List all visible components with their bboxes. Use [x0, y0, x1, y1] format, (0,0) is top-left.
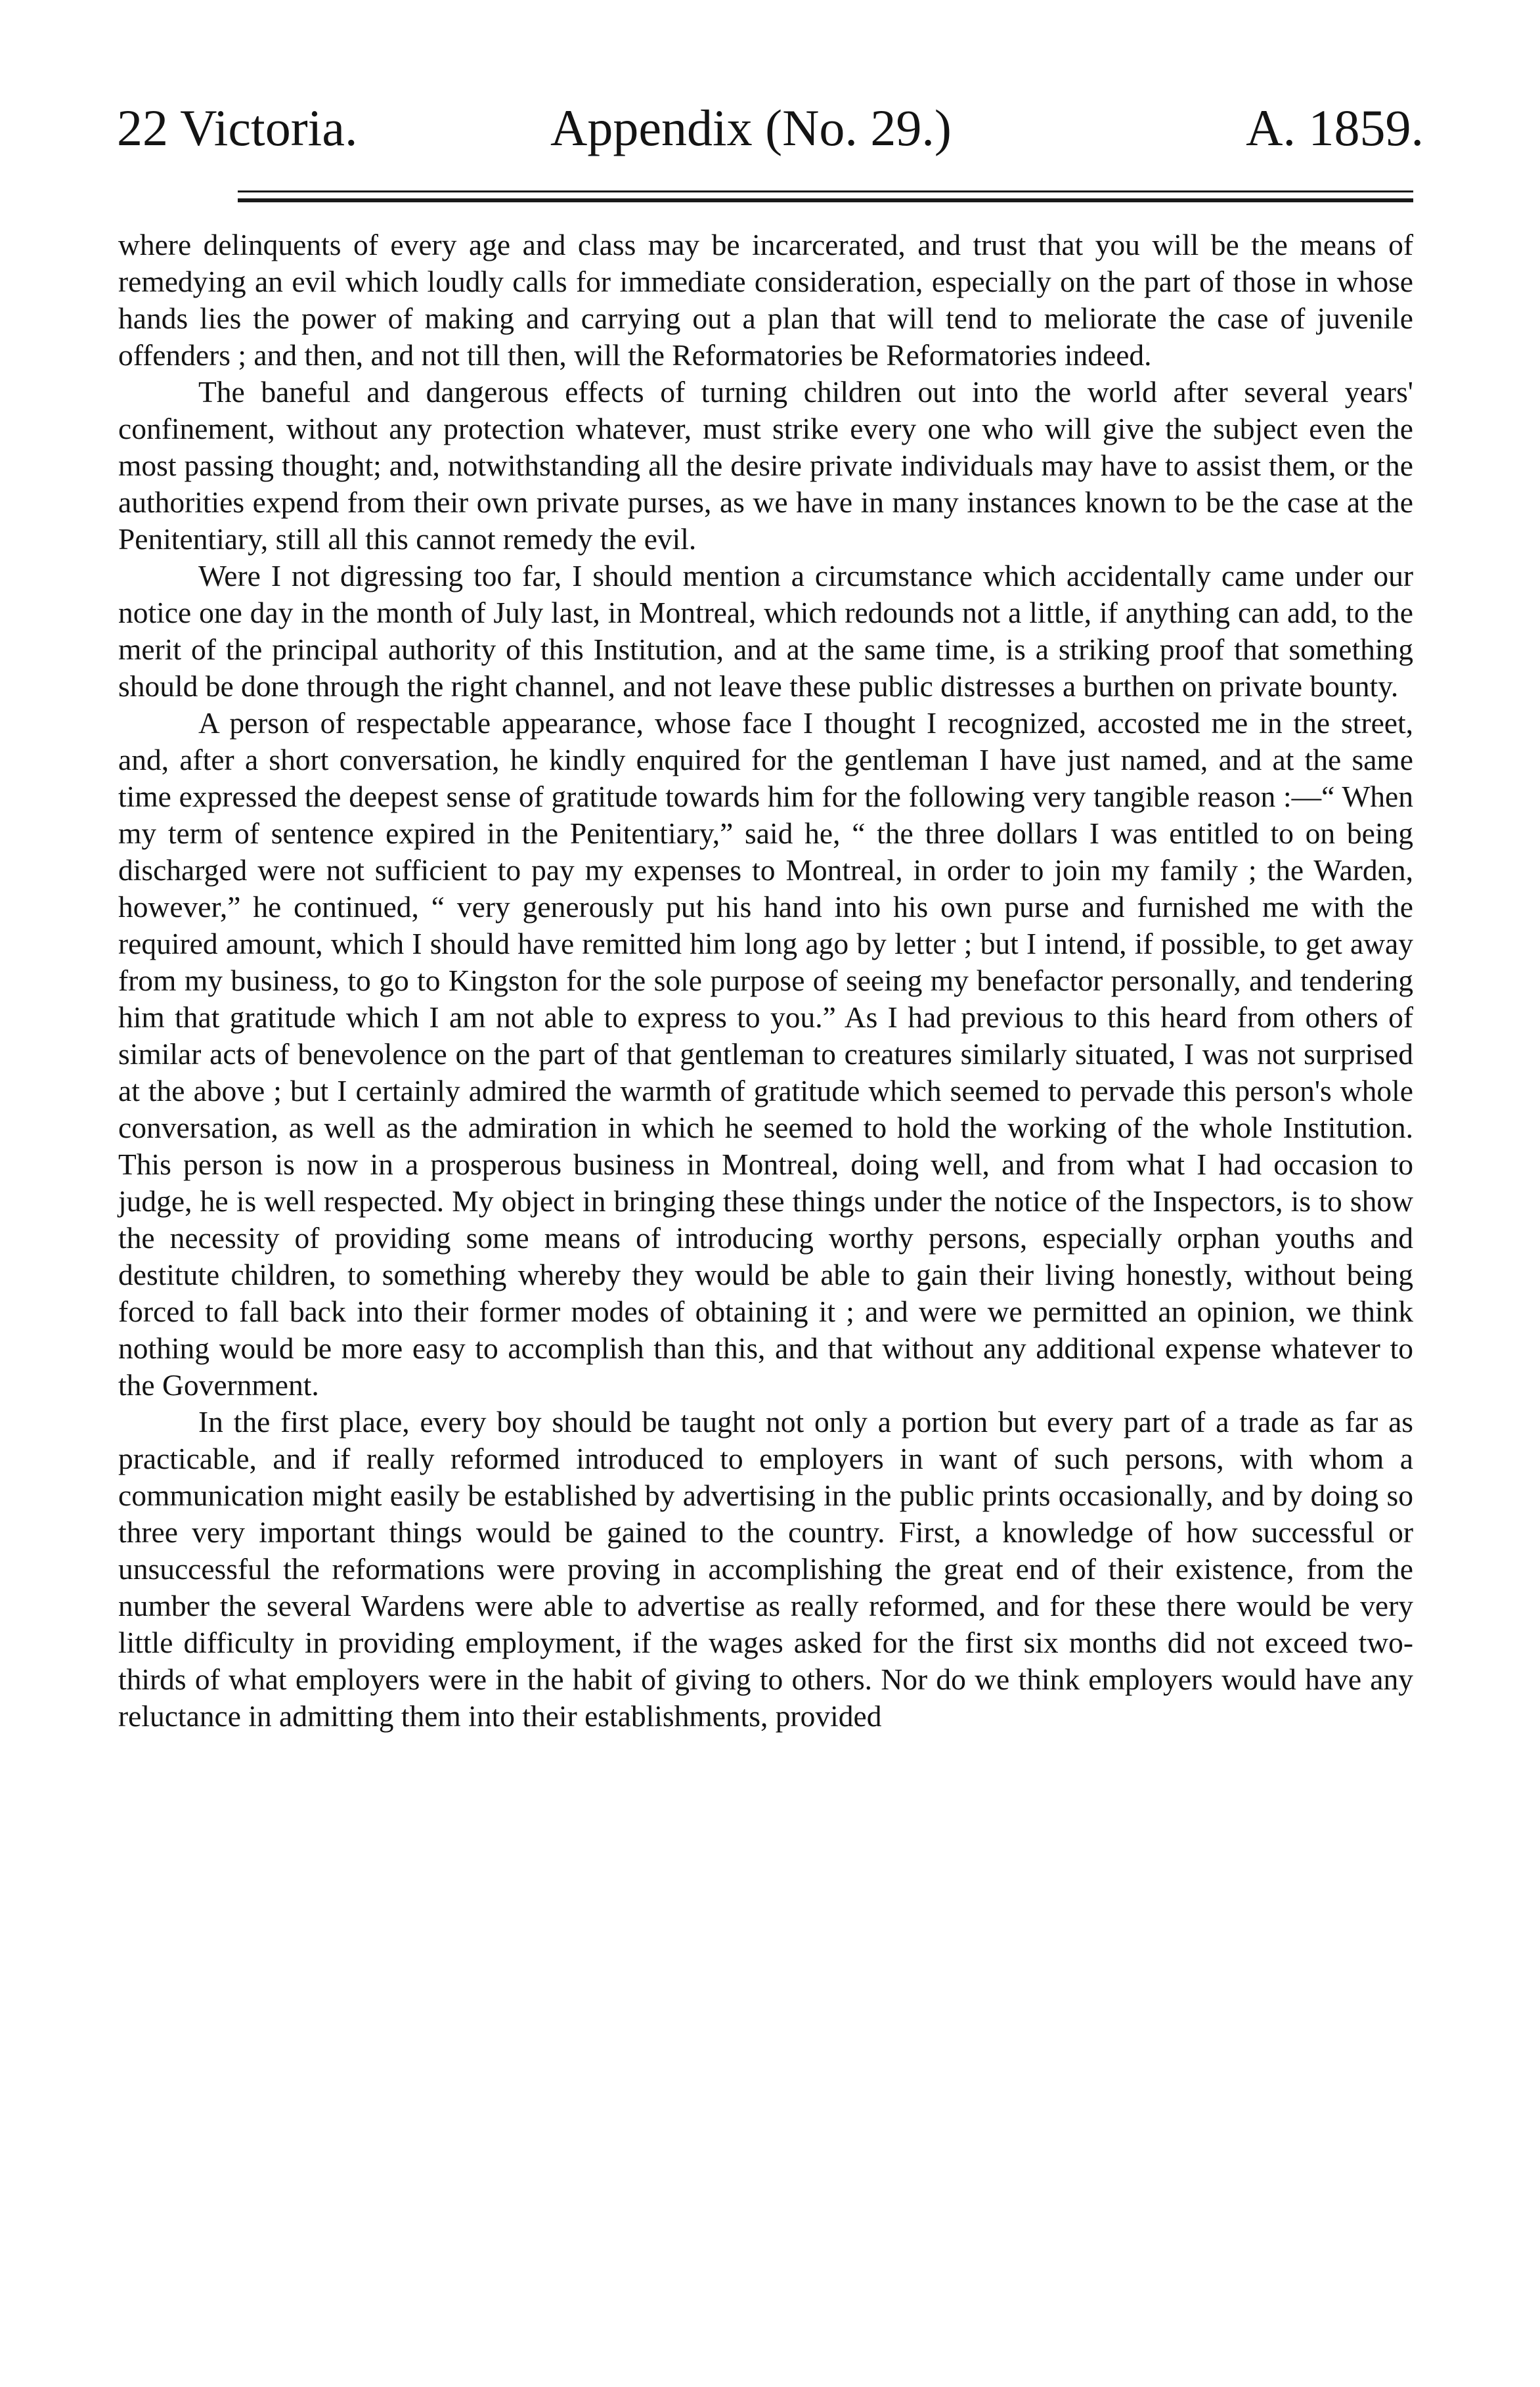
page-header	[117, 92, 1424, 164]
paragraph-2: The baneful and dangerous effects of turning children out into the world after several years' confinement, without any protection whatever, must strike every one who will give the subject even the most passing thought; and, notwithstanding all the desire private individuals may have to assist them, or the authorities expend from their own private purses, as we have in many instances known to be the case at the Penitentiary, still all this cannot remedy the evil.	[118, 375, 1413, 556]
paragraph-5: In the first place, every boy should be taught not only a portion but every part of a trade as far as practicable, and if really reformed introduced to employers in want of such persons, with whom a communication might easily be established by advertising in the public prints occasionally, and by doing so three very important things would be gained to the country. First, a knowledge of how successful or unsuccessful the reformations were proving in accomplishing the great end of their existence, from the number the several Wardens were able to advertise as really reformed, and for these there would be very little difficulty in providing employment, if the wages asked for the first six months did not exceed two-thirds of what employers were in the habit of giving to others. Nor do we think employers would have any reluctance in admitting them into their establishments, provided	[118, 1405, 1413, 1733]
paragraph-4: A person of respectable appearance, whose face I thought I recognized, accosted me in the street, and, after a short conversation, he kindly enquired for the gentleman I have just named, and at the same time expressed the deepest sense of gratitude towards him for the following very tangible reason :—“ When my term of sentence expired in the Penitentiary,” said he, “ the three dollars I was entitled to on being discharged were not sufficient to pay my expenses to Montreal, in order to join my family ; the Warden, however,” he continued, “ very generously put his hand into his own purse and furnished me with the required amount, which I should have remitted him long ago by letter ; but I intend, if possible, to get away from my business, to go to Kingston for the sole purpose of seeing my benefactor personally, and tendering him that gratitude which I am not able to express to you.” As I had previous to this heard from others of similar acts of benevolence on the part of that gentleman to creatures similarly situated, I was not surprised at the above ; but I certainly admired the warmth of gratitude which seemed to pervade this person's whole conversation, as well as the admiration in which he seemed to hold the working of the whole Institution. This person is now in a prosperous business in Montreal, doing well, and from what I had occasion to judge, he is well respected. My object in bringing these things under the notice of the Inspectors, is to show the necessity of providing some means of introducing worthy persons, especially orphan youths and destitute children, to something whereby they would be able to gain their living honestly, without being forced to fall back into their former modes of obtaining it ; and were we permitted an opinion, we think nothing would be more easy to accomplish than this, and that without any additional expense whatever to the Government.	[118, 706, 1413, 1402]
header-right-text: A. 1859.	[1246, 99, 1424, 156]
page-body	[118, 227, 1413, 1735]
header-title: Appendix (No. 29.)	[550, 99, 952, 156]
paragraph-1: where delinquents of every age and class may be incarcerated, and trust that you will be the means of remedying an evil which loudly calls for immediate consideration, especially on the part of those in whose hands lies the power of making and carrying out a plan that will tend to meliorate the case of juvenile offenders ; and then, and not till then, will the Reformatories be Reformatories indeed.	[118, 228, 1413, 372]
header-rule-thin	[238, 190, 1413, 192]
header-left-text: 22 Victoria.	[117, 99, 358, 156]
header-rule-thick	[238, 198, 1413, 202]
paragraph-3: Were I not digressing too far, I should mention a circumstance which accidentally came under our notice one day in the month of July last, in Montreal, which redounds not a little, if anything can add, to the merit of the principal authority of this Institution, and at the same time, is a striking proof that something should be done through the right channel, and not leave these public distresses a burthen on private bounty.	[118, 559, 1413, 703]
